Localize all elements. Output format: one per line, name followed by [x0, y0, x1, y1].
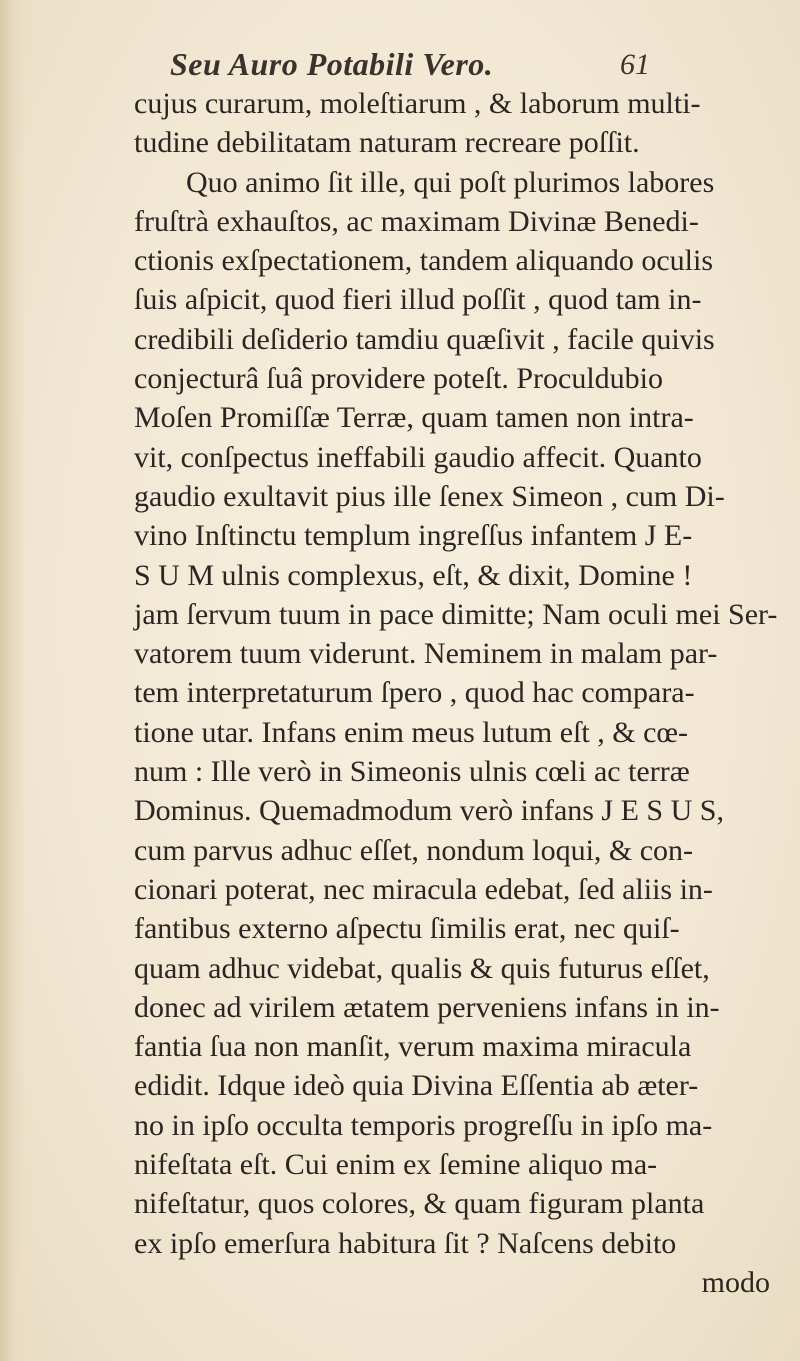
running-head-title: Seu Auro Potabili Vero.: [170, 46, 494, 82]
text-line: gaudio exultavit pius ille ſenex Simeon , cum Di-: [134, 479, 725, 513]
text-line: vit, conſpectus ineffabili gaudio affecit. Quanto: [134, 440, 702, 474]
text-line: Quo animo ſit ille, qui poſt plurimos labores: [186, 165, 715, 199]
text-line: tem interpretaturum ſpero , quod hac compara-: [134, 676, 695, 710]
text-line: no in ipſo occulta temporis progreſſu in ipſo ma-: [134, 1108, 713, 1142]
page-gutter-shadow: [0, 0, 26, 1361]
text-line: fruſtrà exhauſtos, ac maximam Divinæ Benedi-: [134, 204, 699, 238]
text-line: cum parvus adhuc eſſet, nondum loqui, & con-: [134, 833, 694, 867]
text-line: num : Ille verò in Simeonis ulnis cœli ac terræ: [134, 755, 690, 789]
text-line: cujus curarum, moleſtiarum , & laborum multi-: [134, 87, 701, 120]
text-line: fantibus externo aſpectu ſimilis erat, nec quiſ-: [134, 912, 680, 946]
catchword: modo: [701, 1265, 770, 1299]
text-line: vino Inſtinctu templum ingreſſus infantem J E-: [134, 519, 693, 553]
text-line: donec ad virilem ætatem perveniens infans in in-: [134, 990, 720, 1024]
text-line: vatorem tuum viderunt. Neminem in malam par-: [134, 637, 718, 671]
text-line: credibili deſiderio tamdiu quæſivit , facile quivis: [134, 322, 715, 356]
text-line: nifeſtatur, quos colores, & quam figuram planta: [134, 1187, 705, 1221]
page-number: 61: [620, 48, 650, 81]
text-line: jam ſervum tuum in pace dimitte; Nam oculi mei Ser-: [134, 597, 778, 631]
text-line: ex ipſo emerſura habitura ſit ? Naſcens debito: [134, 1226, 677, 1260]
text-line: nifeſtata eſt. Cui enim ex ſemine aliquo ma-: [134, 1148, 658, 1182]
text-line: Moſen Promiſſæ Terræ, quam tamen non intra-: [134, 401, 694, 435]
text-line: ctionis exſpectationem, tandem aliquando oculis: [134, 244, 714, 278]
text-line: tudine debilitatam naturam recreare poſſit.: [134, 126, 640, 160]
body-text: [134, 84, 778, 1302]
text-line: tione utar. Infans enim meus lutum eſt , & cœ-: [134, 715, 689, 749]
text-line: ſuis aſpicit, quod fieri illud poſſit , quod tam in-: [134, 283, 702, 317]
text-line: fantia ſua non manſit, verum maxima miracula: [134, 1030, 692, 1064]
text-line: edidit. Idque ideò quia Divina Eſſentia ab æter-: [134, 1069, 699, 1103]
text-line: quam adhuc videbat, qualis & quis futurus eſſet,: [134, 951, 710, 985]
text-line: cionari poterat, nec miracula edebat, ſed aliis in-: [134, 872, 713, 906]
text-line: Dominus. Quemadmodum verò infans J E S U S,: [134, 794, 724, 828]
text-line: conjecturâ ſuâ providere poteſt. Proculdubio: [134, 362, 663, 396]
text-line: S U M ulnis complexus, eſt, & dixit, Domine !: [134, 558, 693, 592]
